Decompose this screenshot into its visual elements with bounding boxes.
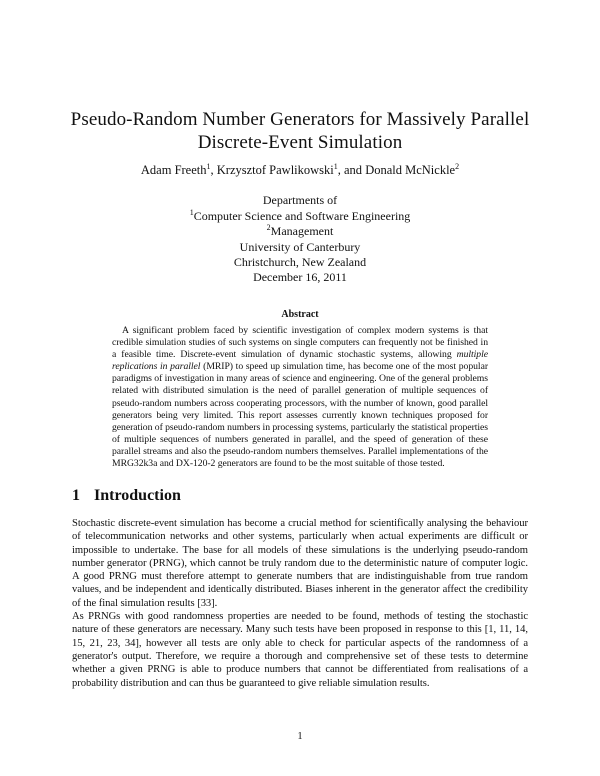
title-line-2: Discrete-Event Simulation bbox=[197, 132, 403, 153]
publication-date: December 16, 2011 bbox=[253, 270, 347, 284]
affiliation-line bbox=[60, 209, 540, 225]
author-affiliation-mark: 1 bbox=[333, 161, 338, 171]
page-number: 1 bbox=[297, 731, 303, 742]
affiliation-line bbox=[60, 224, 540, 240]
abstract-part: (MRIP) to speed up simulation time, has become one of the most popular paradigms of investigation in many areas of science and engineering. One of the general problems related with distributed simulation is the need of parallel generation of multiple sequences of pseudo-random numbers across cooperating processors, with the number of known, good parallel generators being very limited. This report assesses currently known techniques proposed for generation of pseudo-random numbers in processing systems, particularly the statistical properties of multiple sequences of numbers generated in parallel, and the speed of generation of these parallel streams and also the pseudo-random numbers themselves. Parallel implementations of the MRG32k3a and DX-120-2 generators are found to be the most suitable of those tested. bbox=[112, 361, 488, 470]
affiliation-text: Management bbox=[270, 224, 334, 238]
affiliation-text: Computer Science and Software Engineering bbox=[193, 208, 411, 223]
author-name: Adam Freeth bbox=[140, 163, 207, 177]
abstract-text bbox=[112, 325, 488, 470]
affiliation-line: Christchurch, New Zealand bbox=[233, 255, 367, 269]
abstract-italic-term: multiple replications in parallel bbox=[112, 349, 488, 373]
author-name: Donald McNickle bbox=[365, 163, 456, 177]
author-affiliation-mark: 2 bbox=[455, 161, 460, 171]
author-separator: , and bbox=[337, 163, 366, 177]
section-title: Introduction bbox=[94, 487, 181, 504]
affiliation-mark: 2 bbox=[266, 223, 271, 232]
affiliation-line: Departments of bbox=[262, 193, 338, 207]
abstract-heading: Abstract bbox=[281, 309, 319, 320]
author-affiliation-mark: 1 bbox=[206, 161, 211, 171]
affiliation-mark: 1 bbox=[189, 207, 194, 217]
body-text bbox=[72, 517, 528, 690]
paper-title bbox=[60, 108, 540, 154]
author-name: Krzysztof Pawlikowski bbox=[216, 163, 334, 177]
author-list bbox=[60, 163, 540, 178]
affiliation-line: University of Canterbury bbox=[239, 239, 361, 254]
paragraph: As PRNGs with good randomness properties are needed to be found, methods of testing the stochastic nature of these generators are necessary. Many such tests have been proposed in response to this [1, 11, 14, 15, 21, 23, 34], however all tests are only able to check for particular aspects of the randomness of a generator's output. Therefore, we require a thorough and comprehensive set of these tests to determine whether a given PRNG is able to produce numbers that cannot be differentiated from realisations of a probability distribution and can thus be guaranteed to give reliable simulation results. bbox=[72, 611, 528, 689]
author-separator: , bbox=[210, 163, 217, 177]
section-number: 1 bbox=[72, 487, 80, 504]
section-heading bbox=[72, 487, 181, 505]
abstract-part: A significant problem faced by scientific investigation of complex modern systems is that credible simulation studies of such systems on single computers can frequently not be finished in a feasible time. Discrete-event simulation of dynamic stochastic systems, allowing bbox=[112, 325, 488, 361]
paragraph: Stochastic discrete-event simulation has become a crucial method for scientifically analysing the behaviour of telecommunication networks and other systems, particularly when actual experiments are difficult or impossible to undertake. The base for all models of these simulations is the underlying pseudo-random number generator (PRNG), which cannot be truly random due to the deterministic nature of computer logic. A good PRNG must therefore attempt to generate numbers that are indistinguishable from true random values, and be independent and identically distributed. Biases inherent in the generator affect the credibility of the final simulation results [33]. bbox=[72, 518, 528, 609]
affiliation-block bbox=[60, 193, 540, 271]
title-line-1: Pseudo-Random Number Generators for Massively Parallel bbox=[70, 109, 530, 130]
